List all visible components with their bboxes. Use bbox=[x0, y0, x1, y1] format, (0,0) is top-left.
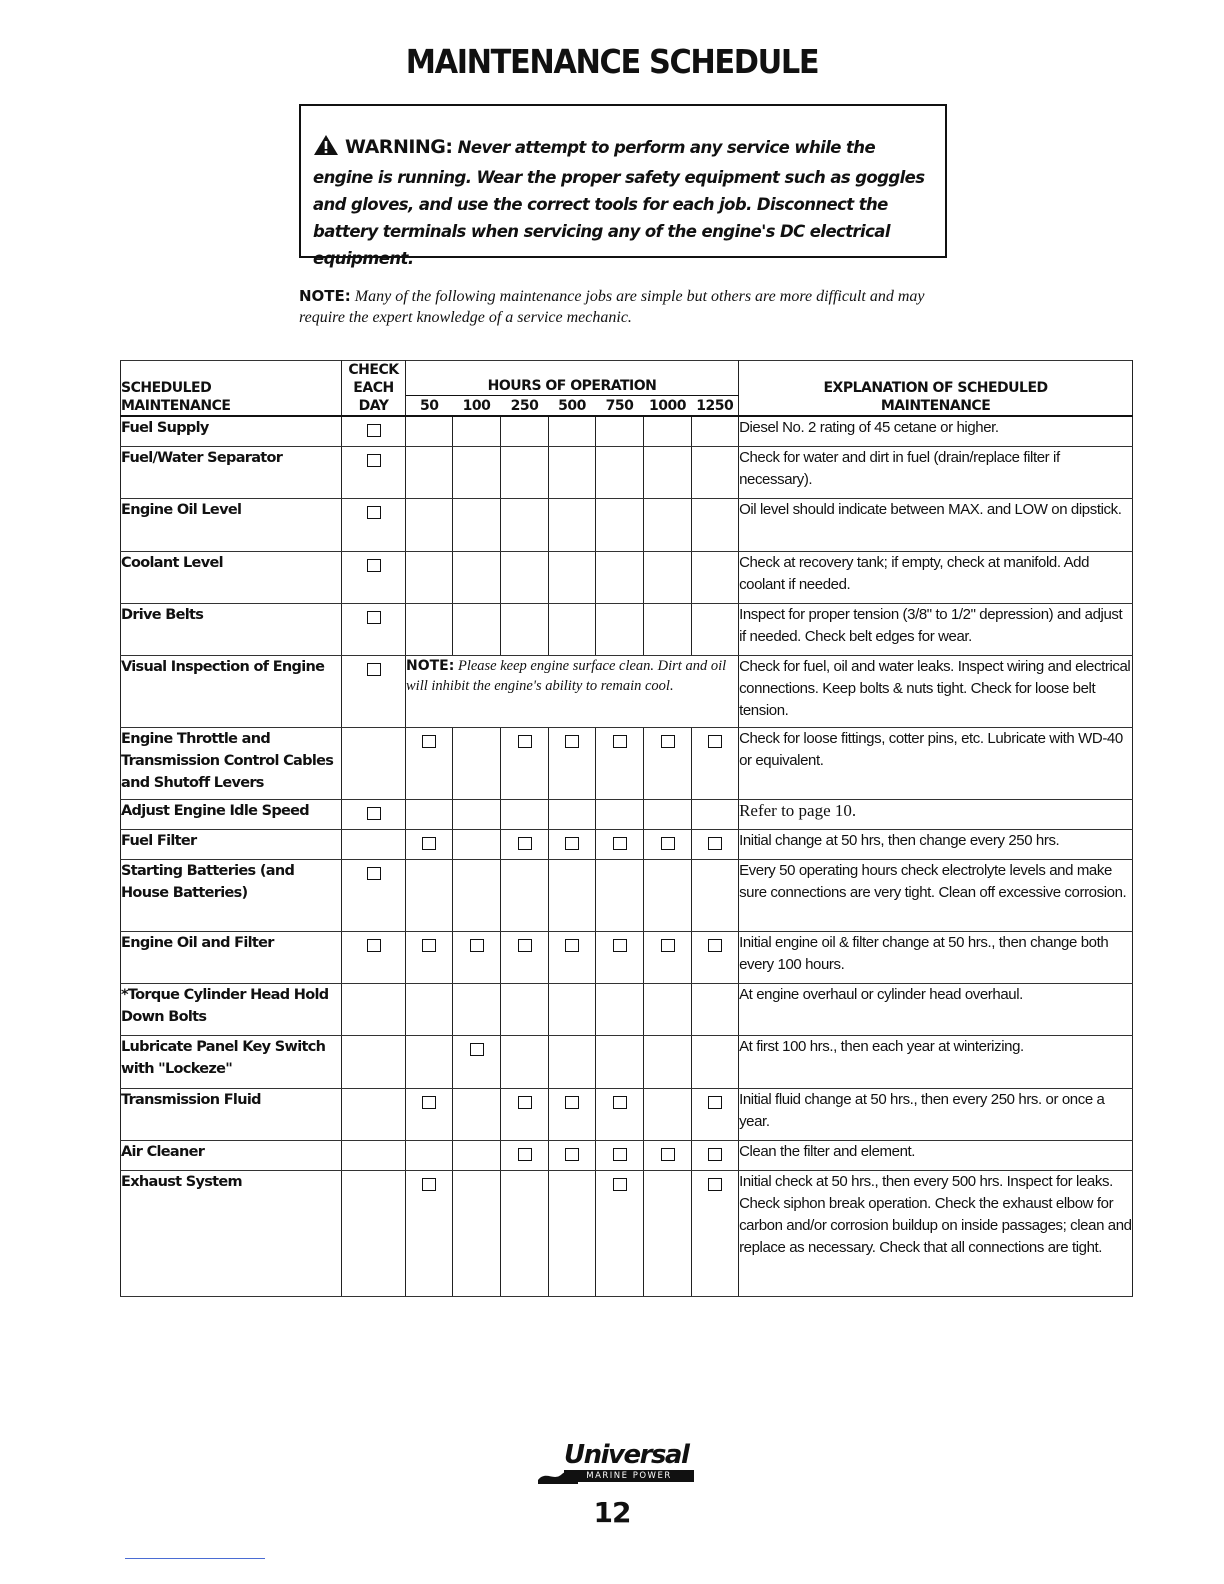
hours-cell-1000 bbox=[644, 603, 692, 655]
hours-cell-750 bbox=[596, 799, 644, 829]
hours-cell-50 bbox=[406, 1035, 453, 1088]
table-row bbox=[121, 829, 1133, 859]
hours-cell-1250 bbox=[692, 1035, 739, 1088]
logo-word: Universal bbox=[564, 1440, 689, 1470]
daily-check-cell bbox=[342, 655, 406, 727]
hours-cell-750 bbox=[596, 1170, 644, 1296]
checkbox-icon bbox=[367, 939, 381, 952]
row-explanation: Every 50 operating hours check electrolyte levels and make sure connections are very tight. Clean off excessive corrosion. bbox=[739, 859, 1133, 931]
hours-cell-1000 bbox=[644, 931, 692, 983]
hours-cell-50 bbox=[406, 603, 453, 655]
daily-check-cell bbox=[342, 799, 406, 829]
hours-cell-100 bbox=[453, 1140, 501, 1170]
table-row bbox=[121, 983, 1133, 1035]
checkbox-icon bbox=[565, 837, 579, 850]
row-explanation: Initial change at 50 hrs, then change every 250 hrs. bbox=[739, 829, 1133, 859]
hours-cell-1000 bbox=[644, 446, 692, 498]
checkbox-icon bbox=[661, 837, 675, 850]
page-number: 12 bbox=[593, 1496, 631, 1529]
row-task-name: Visual Inspection of Engine bbox=[121, 655, 342, 727]
row-explanation: Refer to page 10. bbox=[739, 799, 1133, 829]
hours-cell-1000 bbox=[644, 1140, 692, 1170]
hours-cell-1250 bbox=[692, 416, 739, 446]
header-hours-50: 50 bbox=[406, 396, 453, 417]
hours-cell-750 bbox=[596, 603, 644, 655]
daily-check-cell bbox=[342, 983, 406, 1035]
checkbox-icon bbox=[613, 1178, 627, 1191]
row-task-name: Engine Oil and Filter bbox=[121, 931, 342, 983]
hours-cell-1250 bbox=[692, 859, 739, 931]
daily-check-cell bbox=[342, 1088, 406, 1140]
hours-cell-100 bbox=[453, 416, 501, 446]
checkbox-icon bbox=[367, 867, 381, 880]
hours-cell-100 bbox=[453, 829, 501, 859]
row-explanation: Initial engine oil & filter change at 50 hrs., then change both every 100 hours. bbox=[739, 931, 1133, 983]
hours-cell-1250 bbox=[692, 1140, 739, 1170]
row-task-name: Air Cleaner bbox=[121, 1140, 342, 1170]
hours-cell-100 bbox=[453, 446, 501, 498]
hours-cell-1250 bbox=[692, 799, 739, 829]
table-row bbox=[121, 931, 1133, 983]
row-task-name: Starting Batteries (and House Batteries) bbox=[121, 859, 342, 931]
inline-note-text: Please keep engine surface clean. Dirt and oil will inhibit the engine's ability to remain cool. bbox=[406, 657, 727, 694]
inline-note-label: NOTE: bbox=[406, 657, 455, 674]
table-row bbox=[121, 551, 1133, 603]
page-title: MAINTENANCE SCHEDULE bbox=[405, 42, 819, 81]
table-row bbox=[121, 416, 1133, 446]
checkbox-icon bbox=[708, 939, 722, 952]
table-row bbox=[121, 498, 1133, 551]
header-scheduled-maintenance: SCHEDULED MAINTENANCE bbox=[121, 361, 342, 417]
hours-cell-1250 bbox=[692, 498, 739, 551]
hours-cell-750 bbox=[596, 416, 644, 446]
hours-cell-1000 bbox=[644, 1170, 692, 1296]
hours-cell-500 bbox=[549, 1088, 596, 1140]
row-explanation: Diesel No. 2 rating of 45 cetane or higher. bbox=[739, 416, 1133, 446]
hours-cell-750 bbox=[596, 931, 644, 983]
hours-cell-100 bbox=[453, 603, 501, 655]
checkbox-icon bbox=[367, 424, 381, 437]
checkbox-icon bbox=[708, 1148, 722, 1161]
daily-check-cell bbox=[342, 931, 406, 983]
row-explanation: Oil level should indicate between MAX. and LOW on dipstick. bbox=[739, 498, 1133, 551]
hours-cell-1000 bbox=[644, 416, 692, 446]
hours-cell-100 bbox=[453, 1088, 501, 1140]
daily-check-cell bbox=[342, 1035, 406, 1088]
header-hours-1000: 1000 bbox=[644, 396, 692, 417]
hours-cell-500 bbox=[549, 931, 596, 983]
checkbox-icon bbox=[708, 1096, 722, 1109]
hours-cell-50 bbox=[406, 829, 453, 859]
checkbox-icon bbox=[422, 939, 436, 952]
hours-cell-500 bbox=[549, 829, 596, 859]
header-hours-1250: 1250 bbox=[692, 396, 739, 417]
checkbox-icon bbox=[422, 735, 436, 748]
hours-cell-500 bbox=[549, 416, 596, 446]
hours-cell-250 bbox=[501, 551, 549, 603]
checkbox-icon bbox=[661, 735, 675, 748]
hours-cell-500 bbox=[549, 983, 596, 1035]
universal-logo bbox=[538, 1440, 698, 1480]
hours-cell-1250 bbox=[692, 727, 739, 799]
hours-cell-500 bbox=[549, 727, 596, 799]
table-row bbox=[121, 446, 1133, 498]
checkbox-icon bbox=[708, 837, 722, 850]
hours-cell-250 bbox=[501, 416, 549, 446]
row-explanation: Check for loose fittings, cotter pins, etc. Lubricate with WD-40 or equivalent. bbox=[739, 727, 1133, 799]
hours-cell-50 bbox=[406, 859, 453, 931]
row-explanation: At first 100 hrs., then each year at winterizing. bbox=[739, 1035, 1133, 1088]
checkbox-icon bbox=[367, 807, 381, 820]
daily-check-cell bbox=[342, 603, 406, 655]
hours-cell-1250 bbox=[692, 603, 739, 655]
row-explanation: Check for fuel, oil and water leaks. Inspect wiring and electrical connections. Keep bolts & nuts tight. Check for loose belt tension. bbox=[739, 655, 1133, 727]
table-row bbox=[121, 727, 1133, 799]
hours-cell-50 bbox=[406, 1140, 453, 1170]
checkbox-icon bbox=[661, 939, 675, 952]
hours-cell-1000 bbox=[644, 1035, 692, 1088]
footer-rule bbox=[125, 1558, 265, 1559]
hours-cell-100 bbox=[453, 1035, 501, 1088]
checkbox-icon bbox=[565, 735, 579, 748]
row-task-name: Exhaust System bbox=[121, 1170, 342, 1296]
hours-cell-50 bbox=[406, 983, 453, 1035]
hours-cell-250 bbox=[501, 829, 549, 859]
daily-check-cell bbox=[342, 727, 406, 799]
hours-cell-250 bbox=[501, 983, 549, 1035]
header-hours-500: 500 bbox=[549, 396, 596, 417]
warning-text bbox=[313, 134, 931, 272]
checkbox-icon bbox=[613, 1096, 627, 1109]
daily-check-cell bbox=[342, 446, 406, 498]
row-task-name: Engine Oil Level bbox=[121, 498, 342, 551]
note-text: Many of the following maintenance jobs are simple but others are more difficult and may require the expert knowledge of a service mechanic. bbox=[299, 288, 925, 326]
table-row bbox=[121, 1140, 1133, 1170]
checkbox-icon bbox=[518, 1096, 532, 1109]
row-task-name: Fuel Filter bbox=[121, 829, 342, 859]
hours-cell-500 bbox=[549, 551, 596, 603]
checkbox-icon bbox=[613, 939, 627, 952]
table-row bbox=[121, 1170, 1133, 1296]
row-explanation: Initial check at 50 hrs., then every 500 hrs. Inspect for leaks. Check siphon break operation. Check the exhaust elbow for carbon and/or corrosion buildup on inside passages; clean and replace as necessary. Check that all connections are tight. bbox=[739, 1170, 1133, 1296]
hours-cell-50 bbox=[406, 551, 453, 603]
hours-cell-750 bbox=[596, 498, 644, 551]
hours-cell-750 bbox=[596, 551, 644, 603]
daily-check-cell bbox=[342, 1170, 406, 1296]
daily-check-cell bbox=[342, 829, 406, 859]
hours-cell-1000 bbox=[644, 983, 692, 1035]
warning-label: WARNING: bbox=[345, 136, 453, 158]
table-body bbox=[121, 416, 1133, 1296]
checkbox-icon bbox=[367, 559, 381, 572]
hours-cell-250 bbox=[501, 727, 549, 799]
hours-cell-100 bbox=[453, 859, 501, 931]
checkbox-icon bbox=[708, 1178, 722, 1191]
row-explanation: Check at recovery tank; if empty, check at manifold. Add coolant if needed. bbox=[739, 551, 1133, 603]
header-hours-750: 750 bbox=[596, 396, 644, 417]
logo-tagline: MARINE POWER bbox=[564, 1470, 694, 1482]
hours-cell-250 bbox=[501, 1170, 549, 1296]
checkbox-icon bbox=[708, 735, 722, 748]
hours-cell-500 bbox=[549, 603, 596, 655]
hours-cell-250 bbox=[501, 1088, 549, 1140]
hours-cell-250 bbox=[501, 1140, 549, 1170]
row-task-name: Transmission Fluid bbox=[121, 1088, 342, 1140]
hours-cell-250 bbox=[501, 799, 549, 829]
hours-cell-250 bbox=[501, 1035, 549, 1088]
hours-cell-1250 bbox=[692, 551, 739, 603]
hours-cell-250 bbox=[501, 603, 549, 655]
hours-cell-100 bbox=[453, 931, 501, 983]
row-explanation: Inspect for proper tension (3/8" to 1/2" depression) and adjust if needed. Check belt edges for wear. bbox=[739, 603, 1133, 655]
hours-cell-1250 bbox=[692, 1170, 739, 1296]
table-row bbox=[121, 1088, 1133, 1140]
warning-body: Never attempt to perform any service while the engine is running. Wear the proper safety equipment such as goggles and gloves, and use the correct tools for each job. Disconnect the battery terminals when servicing any of the engine's DC electrical equipment. bbox=[313, 138, 925, 268]
checkbox-icon bbox=[367, 663, 381, 676]
checkbox-icon bbox=[422, 837, 436, 850]
hours-cell-1000 bbox=[644, 1088, 692, 1140]
row-task-name: Engine Throttle and Transmission Control Cables and Shutoff Levers bbox=[121, 727, 342, 799]
hours-cell-500 bbox=[549, 799, 596, 829]
table-row bbox=[121, 799, 1133, 829]
row-task-name: Adjust Engine Idle Speed bbox=[121, 799, 342, 829]
checkbox-icon bbox=[565, 1148, 579, 1161]
hours-cell-1250 bbox=[692, 446, 739, 498]
hours-cell-500 bbox=[549, 1035, 596, 1088]
hours-cell-1000 bbox=[644, 829, 692, 859]
checkbox-icon bbox=[367, 611, 381, 624]
checkbox-icon bbox=[518, 939, 532, 952]
table-row bbox=[121, 1035, 1133, 1088]
inline-note bbox=[406, 655, 739, 727]
hours-cell-1000 bbox=[644, 498, 692, 551]
table-row bbox=[121, 859, 1133, 931]
hours-cell-50 bbox=[406, 416, 453, 446]
row-task-name: *Torque Cylinder Head Hold Down Bolts bbox=[121, 983, 342, 1035]
row-explanation: At engine overhaul or cylinder head overhaul. bbox=[739, 983, 1133, 1035]
warning-triangle-icon bbox=[313, 134, 339, 164]
checkbox-icon bbox=[367, 454, 381, 467]
daily-check-cell bbox=[342, 1140, 406, 1170]
checkbox-icon bbox=[518, 1148, 532, 1161]
hours-cell-50 bbox=[406, 931, 453, 983]
checkbox-icon bbox=[470, 939, 484, 952]
hours-cell-500 bbox=[549, 498, 596, 551]
hours-cell-100 bbox=[453, 1170, 501, 1296]
hours-cell-1250 bbox=[692, 829, 739, 859]
checkbox-icon bbox=[470, 1043, 484, 1056]
hours-cell-100 bbox=[453, 983, 501, 1035]
row-task-name: Fuel/Water Separator bbox=[121, 446, 342, 498]
header-explanation: EXPLANATION OF SCHEDULED MAINTENANCE bbox=[739, 361, 1133, 417]
daily-check-cell bbox=[342, 859, 406, 931]
hours-cell-750 bbox=[596, 1140, 644, 1170]
header-hours-of-operation: HOURS OF OPERATION bbox=[406, 361, 739, 396]
hours-cell-1000 bbox=[644, 727, 692, 799]
hours-cell-750 bbox=[596, 983, 644, 1035]
checkbox-icon bbox=[661, 1148, 675, 1161]
checkbox-icon bbox=[422, 1178, 436, 1191]
hours-cell-750 bbox=[596, 727, 644, 799]
hours-cell-50 bbox=[406, 799, 453, 829]
checkbox-icon bbox=[565, 939, 579, 952]
hours-cell-1250 bbox=[692, 983, 739, 1035]
hours-cell-1250 bbox=[692, 931, 739, 983]
checkbox-icon bbox=[422, 1096, 436, 1109]
hours-cell-100 bbox=[453, 551, 501, 603]
hours-cell-100 bbox=[453, 799, 501, 829]
hours-cell-500 bbox=[549, 446, 596, 498]
daily-check-cell bbox=[342, 498, 406, 551]
header-hours-100: 100 bbox=[453, 396, 501, 417]
hours-cell-750 bbox=[596, 1035, 644, 1088]
hours-cell-250 bbox=[501, 498, 549, 551]
hours-cell-750 bbox=[596, 1088, 644, 1140]
hours-cell-1000 bbox=[644, 799, 692, 829]
hours-cell-750 bbox=[596, 446, 644, 498]
maintenance-table bbox=[120, 360, 1133, 1297]
hours-cell-1000 bbox=[644, 859, 692, 931]
hours-cell-750 bbox=[596, 859, 644, 931]
note bbox=[299, 286, 939, 328]
checkbox-icon bbox=[613, 735, 627, 748]
table-row bbox=[121, 655, 1133, 727]
hours-cell-100 bbox=[453, 498, 501, 551]
row-task-name: Fuel Supply bbox=[121, 416, 342, 446]
row-explanation: Initial fluid change at 50 hrs., then every 250 hrs. or once a year. bbox=[739, 1088, 1133, 1140]
daily-check-cell bbox=[342, 416, 406, 446]
hours-cell-250 bbox=[501, 446, 549, 498]
daily-check-cell bbox=[342, 551, 406, 603]
checkbox-icon bbox=[518, 735, 532, 748]
hours-cell-500 bbox=[549, 859, 596, 931]
note-label: NOTE: bbox=[299, 287, 351, 305]
hours-cell-1250 bbox=[692, 1088, 739, 1140]
hours-cell-50 bbox=[406, 727, 453, 799]
hours-cell-500 bbox=[549, 1140, 596, 1170]
header-hours-250: 250 bbox=[501, 396, 549, 417]
checkbox-icon bbox=[613, 837, 627, 850]
hours-cell-1000 bbox=[644, 551, 692, 603]
hours-cell-100 bbox=[453, 727, 501, 799]
checkbox-icon bbox=[613, 1148, 627, 1161]
row-explanation: Clean the filter and element. bbox=[739, 1140, 1133, 1170]
hours-cell-250 bbox=[501, 931, 549, 983]
hours-cell-500 bbox=[549, 1170, 596, 1296]
hours-cell-50 bbox=[406, 498, 453, 551]
hours-cell-750 bbox=[596, 829, 644, 859]
checkbox-icon bbox=[565, 1096, 579, 1109]
warning-box bbox=[299, 104, 947, 268]
header-check-each-day: CHECK EACH DAY bbox=[342, 361, 406, 417]
table-row bbox=[121, 603, 1133, 655]
row-task-name: Lubricate Panel Key Switch with "Lockeze" bbox=[121, 1035, 342, 1088]
row-task-name: Drive Belts bbox=[121, 603, 342, 655]
hours-cell-50 bbox=[406, 1170, 453, 1296]
row-explanation: Check for water and dirt in fuel (drain/replace filter if necessary). bbox=[739, 446, 1133, 498]
row-task-name: Coolant Level bbox=[121, 551, 342, 603]
checkbox-icon bbox=[518, 837, 532, 850]
checkbox-icon bbox=[367, 506, 381, 519]
hours-cell-50 bbox=[406, 1088, 453, 1140]
hours-cell-250 bbox=[501, 859, 549, 931]
hours-cell-50 bbox=[406, 446, 453, 498]
